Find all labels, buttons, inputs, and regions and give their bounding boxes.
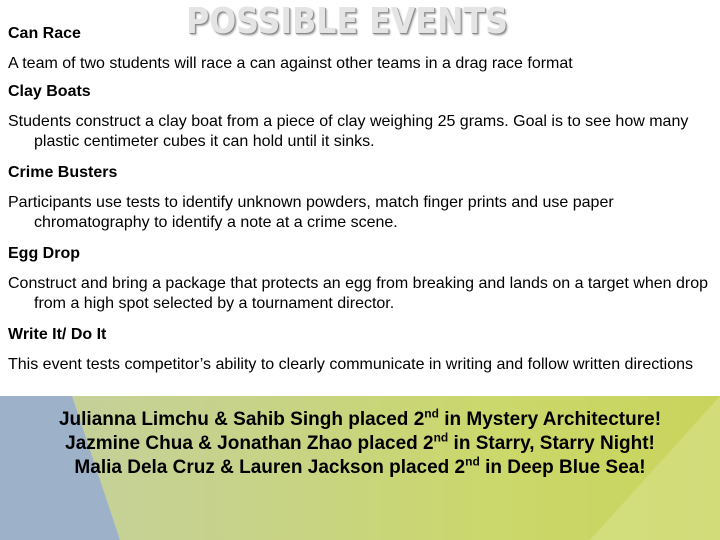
event-title-can-race: Can Race bbox=[8, 25, 81, 42]
event-description-can-race: A team of two students will race a can against other teams in a drag race format bbox=[8, 55, 573, 72]
event-description-clay-boats: Students construct a clay boat from a piece of clay weighing 25 grams. Goal is to see how many plastic centimeter cubes it can hold until it sinks. bbox=[8, 113, 689, 150]
announcement-line: Malia Dela Cruz & Lauren Jackson placed 2nd in Deep Blue Sea! bbox=[74, 454, 646, 478]
announcement-text bbox=[0, 408, 720, 480]
event-title-egg-drop: Egg Drop bbox=[8, 245, 80, 262]
slide-title: POSSIBLE EVENTS bbox=[186, 1, 508, 42]
event-description-crime-busters: Participants use tests to identify unknown powders, match finger prints and use paper chromatography to identify a note at a crime scene. bbox=[8, 194, 614, 231]
event-title-clay-boats: Clay Boats bbox=[8, 83, 91, 100]
event-description-write-it-do-it: This event tests competitor’s ability to clearly communicate in writing and follow written directions bbox=[8, 356, 694, 373]
announcement-line: Julianna Limchu & Sahib Singh placed 2nd in Mystery Architecture! bbox=[58, 406, 662, 430]
event-description-egg-drop: Construct and bring a package that protects an egg from breaking and lands on a target when drop from a high spot selected by a tournament director. bbox=[8, 275, 708, 312]
announcement-line: Jazmine Chua & Jonathan Zhao placed 2nd in Starry, Starry Night! bbox=[65, 430, 655, 454]
event-title-write-it-do-it: Write It/ Do It bbox=[8, 326, 107, 343]
announcement-banner bbox=[0, 396, 720, 540]
event-title-crime-busters: Crime Busters bbox=[8, 164, 118, 181]
